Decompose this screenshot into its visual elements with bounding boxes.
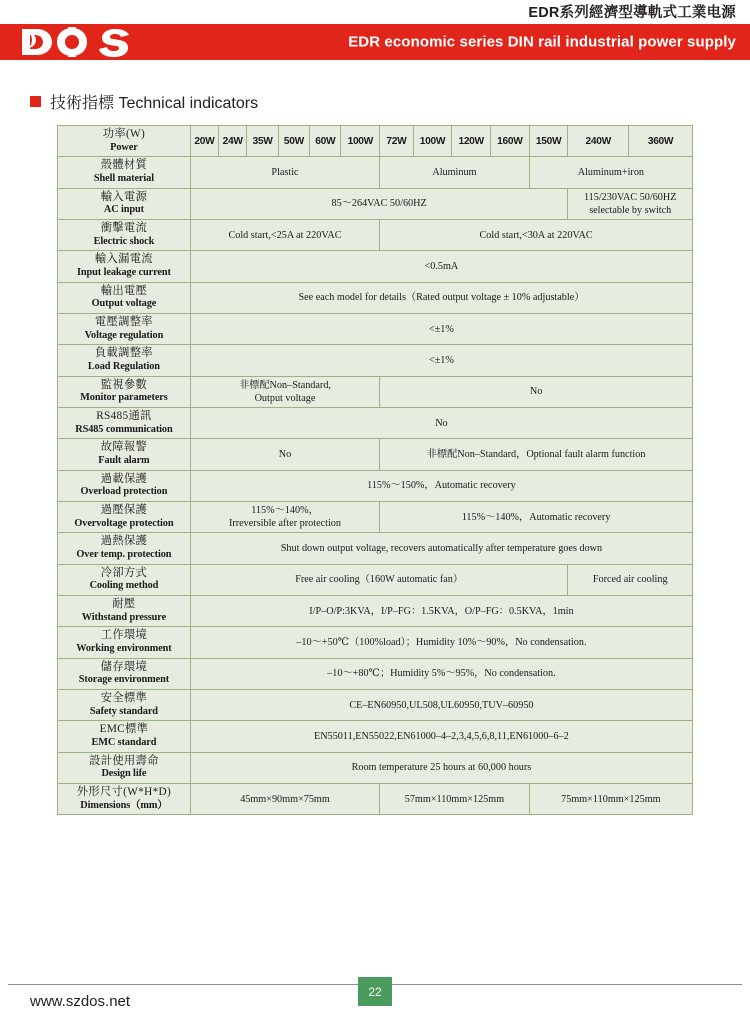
row-label-en: Storage environment: [78, 674, 170, 686]
row-label-en: Safety standard: [89, 705, 158, 717]
footer: [0, 984, 750, 1018]
table-row: [58, 721, 693, 752]
row-label-en: Cooling method: [89, 580, 159, 592]
power-cell: 120W: [452, 126, 491, 157]
row-label: [58, 157, 191, 188]
row-label: [58, 251, 191, 282]
technical-indicators-table: [57, 125, 693, 815]
table-row: [58, 595, 693, 626]
power-cell: 100W: [413, 126, 452, 157]
row-label-en: Working environment: [76, 643, 172, 655]
table-row: [58, 126, 693, 157]
row-label: [58, 282, 191, 313]
row-label-en: Overvoltage protection: [74, 517, 174, 529]
table-row: [58, 376, 693, 407]
row-label-en: Output voltage: [91, 298, 157, 310]
row-label-cn: 殼體材質: [100, 159, 148, 172]
table-row: [58, 313, 693, 344]
spec-cell: 115%～150%，Automatic recovery: [190, 470, 692, 501]
row-label-cn: 安全標準: [100, 691, 148, 704]
spec-cell: No: [190, 407, 692, 438]
table-row: [58, 407, 693, 438]
section-title: [30, 90, 750, 113]
spec-cell: Cold start,<25A at 220VAC: [190, 219, 379, 250]
spec-cell: –10～+50℃（100%load）；Humidity 10%～90%，No condensation.: [190, 627, 692, 658]
spec-cell: No: [190, 439, 379, 470]
spec-cell: 85～264VAC 50/60HZ: [190, 188, 568, 219]
section-title-text: [50, 90, 258, 113]
power-cell: 60W: [310, 126, 341, 157]
spec-cell: 45mm×90mm×75mm: [190, 783, 379, 814]
row-label: [58, 752, 191, 783]
spec-cell: 75mm×110mm×125mm: [529, 783, 692, 814]
spec-cell: –10～+80℃；Humidity 5%～95%，No condensation.: [190, 658, 692, 689]
row-label-en: Electric shock: [93, 235, 155, 247]
spec-cell: Plastic: [190, 157, 379, 188]
page-number-badge: 22: [358, 977, 392, 1006]
table-body: [58, 126, 693, 815]
row-label-en: Power: [110, 141, 138, 153]
table-row: [58, 627, 693, 658]
spec-cell: Forced air cooling: [568, 564, 693, 595]
row-label-cn: 輸出電壓: [100, 284, 148, 297]
table-row: [58, 345, 693, 376]
row-label-cn: 耐壓: [112, 597, 136, 610]
row-label-cn: 輸入電源: [100, 190, 148, 203]
row-label: [58, 783, 191, 814]
header-title-cn: EDR系列經濟型導軌式工業电源: [528, 5, 736, 21]
dos-logo: [20, 27, 138, 57]
power-cell: 72W: [380, 126, 413, 157]
row-label-en: RS485 communication: [75, 423, 173, 435]
table-row: [58, 188, 693, 219]
row-label: [58, 407, 191, 438]
table-row: [58, 752, 693, 783]
row-label: [58, 658, 191, 689]
row-label: [58, 439, 191, 470]
row-label-cn: 儲存環境: [100, 660, 148, 673]
spec-cell: <±1%: [190, 345, 692, 376]
table-row: [58, 564, 693, 595]
row-label-cn: 冷卻方式: [100, 566, 148, 579]
row-label: [58, 345, 191, 376]
table-row: [58, 157, 693, 188]
row-label: [58, 533, 191, 564]
table-row: [58, 658, 693, 689]
row-label: [58, 376, 191, 407]
spec-table-wrapper: [57, 125, 693, 815]
spec-cell: No: [380, 376, 693, 407]
spec-cell: Aluminum: [380, 157, 530, 188]
row-label: [58, 721, 191, 752]
table-row: [58, 783, 693, 814]
row-label-cn: 負載調整率: [94, 347, 153, 360]
spec-cell: CE–EN60950,UL508,UL60950,TUV–60950: [190, 689, 692, 720]
spec-cell: <±1%: [190, 313, 692, 344]
row-label: [58, 689, 191, 720]
row-label-en: Design life: [101, 768, 147, 780]
row-label-en: Fault alarm: [98, 455, 150, 467]
row-label-en: Over temp. protection: [76, 549, 172, 561]
row-label: [58, 470, 191, 501]
table-row: [58, 282, 693, 313]
row-label-en: Load Regulation: [87, 361, 160, 373]
row-label: [58, 126, 191, 157]
power-cell: 240W: [568, 126, 629, 157]
power-cell: 150W: [529, 126, 568, 157]
table-row: [58, 470, 693, 501]
spec-cell: 115%～140%， Irreversible after protection: [190, 501, 379, 532]
row-label: [58, 627, 191, 658]
row-label-cn: 電壓調整率: [94, 315, 153, 328]
top-strip: [0, 0, 750, 24]
row-label-en: Overload protection: [80, 486, 168, 498]
spec-cell: See each model for details（Rated output voltage ± 10% adjustable）: [190, 282, 692, 313]
row-label-en: Shell material: [93, 173, 154, 185]
row-label-cn: 監視參數: [100, 378, 148, 391]
section-title-en: Technical indicators: [118, 95, 259, 112]
row-label-cn: 衝擊電流: [100, 221, 148, 234]
row-label-cn: 過載保護: [100, 472, 148, 485]
row-label-en: EMC standard: [91, 737, 157, 749]
table-row: [58, 689, 693, 720]
row-label-en: Withstand pressure: [81, 611, 167, 623]
table-row: [58, 533, 693, 564]
row-label-en: Input leakage current: [77, 267, 171, 279]
row-label: [58, 501, 191, 532]
table-row: [58, 251, 693, 282]
row-label-cn: 過壓保護: [100, 503, 148, 516]
row-label-en: Dimensions（mm）: [80, 799, 168, 811]
row-label-en: AC input: [103, 204, 144, 216]
row-label: [58, 595, 191, 626]
row-label-cn: 過熱保護: [100, 535, 148, 548]
table-row: [58, 501, 693, 532]
row-label-cn: EMC標準: [99, 723, 149, 736]
row-label: [58, 313, 191, 344]
power-cell: 100W: [341, 126, 380, 157]
spec-cell: Shut down output voltage, recovers automatically after temperature goes down: [190, 533, 692, 564]
spec-cell: 115%～140%，Automatic recovery: [380, 501, 693, 532]
power-cell: 160W: [491, 126, 530, 157]
row-label-en: Monitor parameters: [80, 392, 168, 404]
power-cell: 35W: [247, 126, 278, 157]
spec-cell: 57mm×110mm×125mm: [380, 783, 530, 814]
spec-cell: I/P–O/P:3KVA，I/P–FG：1.5KVA，O/P–FG：0.5KVA，1min: [190, 595, 692, 626]
spec-cell: Room temperature 25 hours at 60,000 hours: [190, 752, 692, 783]
row-label: [58, 564, 191, 595]
row-label: [58, 219, 191, 250]
row-label-cn: 外形尺寸(W*H*D): [76, 785, 172, 798]
spec-cell: Aluminum+iron: [529, 157, 692, 188]
power-cell: 50W: [278, 126, 309, 157]
header-red-band: [0, 24, 750, 60]
row-label-cn: 工作環境: [100, 629, 148, 642]
row-label-cn: RS485通訊: [96, 409, 152, 422]
row-label-cn: 輸入漏電流: [94, 253, 153, 266]
row-label-cn: 設計使用壽命: [89, 754, 159, 767]
table-row: [58, 439, 693, 470]
spec-cell: 115/230VAC 50/60HZ selectable by switch: [568, 188, 693, 219]
spec-cell: <0.5mA: [190, 251, 692, 282]
spec-cell: 非標配Non–Standard, Output voltage: [190, 376, 379, 407]
footer-website[interactable]: www.szdos.net: [30, 993, 131, 1010]
spec-cell: Cold start,<30A at 220VAC: [380, 219, 693, 250]
spec-cell: EN55011,EN55022,EN61000–4–2,3,4,5,6,8,11,EN61000–6–2: [190, 721, 692, 752]
spec-cell: 非標配Non–Standard，Optional fault alarm function: [380, 439, 693, 470]
table-row: [58, 219, 693, 250]
row-label-cn: 功率(W): [102, 128, 146, 140]
red-square-bullet-icon: [30, 96, 41, 107]
spec-cell: Free air cooling（160W automatic fan）: [190, 564, 568, 595]
power-cell: 20W: [190, 126, 218, 157]
section-title-cn: 技術指標: [50, 95, 115, 112]
row-label: [58, 188, 191, 219]
power-cell: 360W: [629, 126, 693, 157]
header-title-en: EDR economic series DIN rail industrial power supply: [348, 33, 736, 51]
power-cell: 24W: [219, 126, 247, 157]
row-label-en: Voltage regulation: [84, 329, 164, 341]
row-label-cn: 故障報警: [100, 441, 148, 454]
